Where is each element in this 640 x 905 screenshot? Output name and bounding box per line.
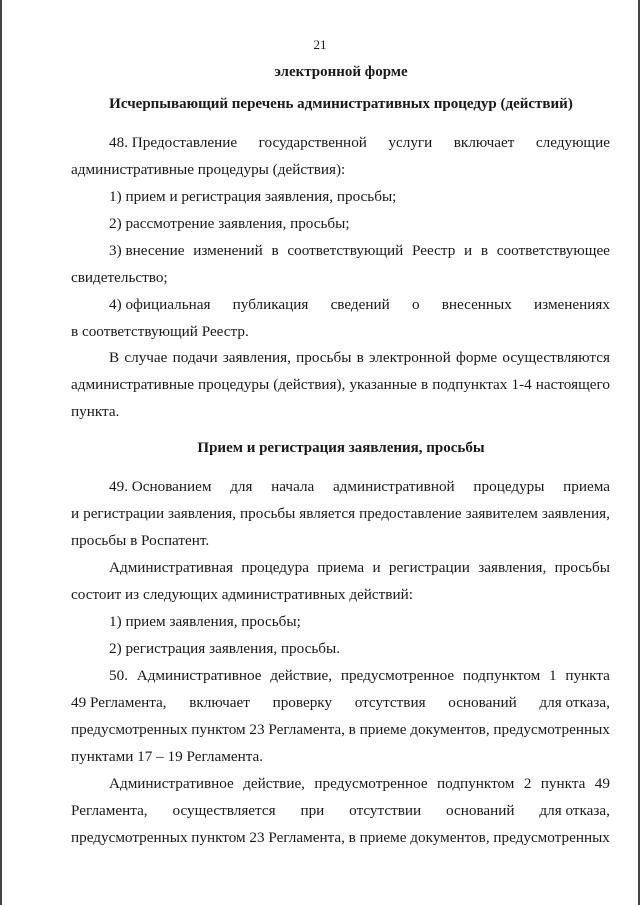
word: случае [124,349,168,366]
word: Регламента, [268,829,345,846]
word: подпунктах [432,376,508,393]
word: 23 [249,721,265,738]
word: приеме [359,829,407,846]
word-group: государственной [258,134,367,151]
word-group: 49 Регламента, [71,694,167,711]
word: просьбы [240,505,296,522]
word-group: публикация [232,296,309,313]
p50-line1 [109,666,610,686]
p50b-line3 [71,828,610,848]
word: приеме [359,721,407,738]
word-group: изменений [193,242,263,259]
p50-line4: пунктами 17 – 19 Регламента. [71,748,264,765]
word-group: приема [563,478,610,495]
p48-line1 [109,133,610,153]
word: заявления, [541,505,610,522]
p48-tail-line1 [109,348,610,368]
p48-item1: 1) прием и регистрация заявления, просьбы; [109,188,397,205]
word: предоставление [359,505,462,522]
word: в [348,721,356,738]
p49-line3: просьбы в Роспатент. [71,532,210,549]
word: подпунктом [437,775,515,792]
word: предусмотренных [71,721,188,738]
word-group: проверку [272,694,333,711]
p50b-line2 [71,801,610,821]
word: действие, [270,667,333,684]
word-group: процедуры [473,478,545,495]
word-group: о [411,296,420,313]
word: (действия), [273,376,346,393]
word: пункта [565,667,610,684]
word: в [420,376,429,393]
word: подачи [172,349,218,366]
word-group: в [271,242,279,259]
p48-line2: административные процедуры (действия): [71,161,346,178]
word: документов, [410,829,490,846]
word-group: 49. Основанием [109,478,212,495]
word: пунктом [191,829,246,846]
word-group: Регламента, [71,802,148,819]
word-group: отсутствия [354,694,426,711]
word-group: административной [332,478,455,495]
word-group: оснований [448,694,517,711]
word: 1-4 [511,376,532,393]
word: настоящего [535,376,610,393]
p49-line1 [109,477,610,497]
word-group: соответствующее [496,242,610,259]
word-group: следующие [535,134,610,151]
word: регистрации [388,559,470,576]
word: осуществляются [502,349,610,366]
word-group: отсутствии [349,802,422,819]
word: Административная [109,559,233,576]
word-group: для [230,478,253,495]
word: подпунктом [462,667,541,684]
left-page-edge [0,0,2,905]
word: В [109,349,120,366]
p49b-line2: состоит из следующих административных действий: [71,586,413,603]
header-fragment: электронной форме [274,64,408,80]
section-title-reception: Прием и регистрация заявления, просьбы [197,440,485,456]
word: предусмотренное [314,775,428,792]
word: документов, [410,721,490,738]
p49-item1: 1) прием заявления, просьбы; [109,613,301,630]
word: 23 [249,829,265,846]
word: предусмотренных [493,829,610,846]
word: 50. [109,667,128,684]
word-group: внесенных [441,296,512,313]
word-group: изменениях [534,296,610,313]
word: предусмотренное [340,667,455,684]
p48-tail-line2 [71,375,610,395]
word: 2 [523,775,532,792]
word: и [71,505,80,522]
word: заявления, [222,349,291,366]
word-group: в [480,242,489,259]
p48-item3-line2: свидетельство; [71,269,168,286]
word: предусмотренных [71,829,188,846]
word-group: включает [189,694,250,711]
word: форме [456,349,498,366]
word: процедура [241,559,309,576]
word-group: 3) внесение [109,242,185,259]
word: в [348,829,356,846]
word-group: начала [271,478,315,495]
word: электронной [369,349,451,366]
word: пункта [540,775,586,792]
word: действие, [243,775,305,792]
p48-item4-line1 [109,295,610,315]
word: приема [317,559,365,576]
word-group: оснований [446,802,515,819]
word-group: соответствующий [287,242,404,259]
word-group: осуществляется [172,802,276,819]
word: и [372,559,381,576]
word: предусмотренных [493,721,610,738]
p50-line2 [71,693,610,713]
p49-item2: 2) регистрация заявления, просьбы. [109,640,341,657]
word-group: и [464,242,473,259]
word-group: Реестр [412,242,456,259]
word: просьбы [554,559,610,576]
word: указанные [349,376,417,393]
word: пунктом [191,721,246,738]
p48-item3-line1 [109,241,610,261]
p48-item4-line2: в соответствующий Реестр. [71,323,249,340]
word-group: для отказа, [539,694,610,711]
word: регистрации [83,505,165,522]
p48-tail-line3: пункта. [71,403,120,420]
word: Регламента, [268,721,345,738]
word: в [356,349,364,366]
word-group: сведений [330,296,390,313]
p49b-line1 [109,558,610,578]
word-group: включает [453,134,515,151]
word-group: услуги [388,134,433,151]
p50-line3 [71,720,610,740]
word: 1 [548,667,557,684]
word-group: при [300,802,325,819]
word: заявления, [168,505,237,522]
word: Административное [109,775,234,792]
word: процедуры [198,376,270,393]
p50b-line1 [109,774,610,794]
word: административные [71,376,194,393]
word: 49 [594,775,610,792]
word-group: для отказа, [539,802,610,819]
word: заявления, [478,559,547,576]
word: Административное [136,667,262,684]
p48-item2: 2) рассмотрение заявления, просьбы; [109,215,350,232]
word-group: 4) официальная [109,296,211,313]
p49-line2 [71,504,610,524]
word: является [299,505,356,522]
page-number: 21 [313,37,327,52]
word: заявителем [465,505,538,522]
section-title-procedures: Исчерпывающий перечень административных процедур (действий) [109,96,573,112]
word-group: 48. Предоставление [109,134,238,151]
word: просьбы [296,349,352,366]
